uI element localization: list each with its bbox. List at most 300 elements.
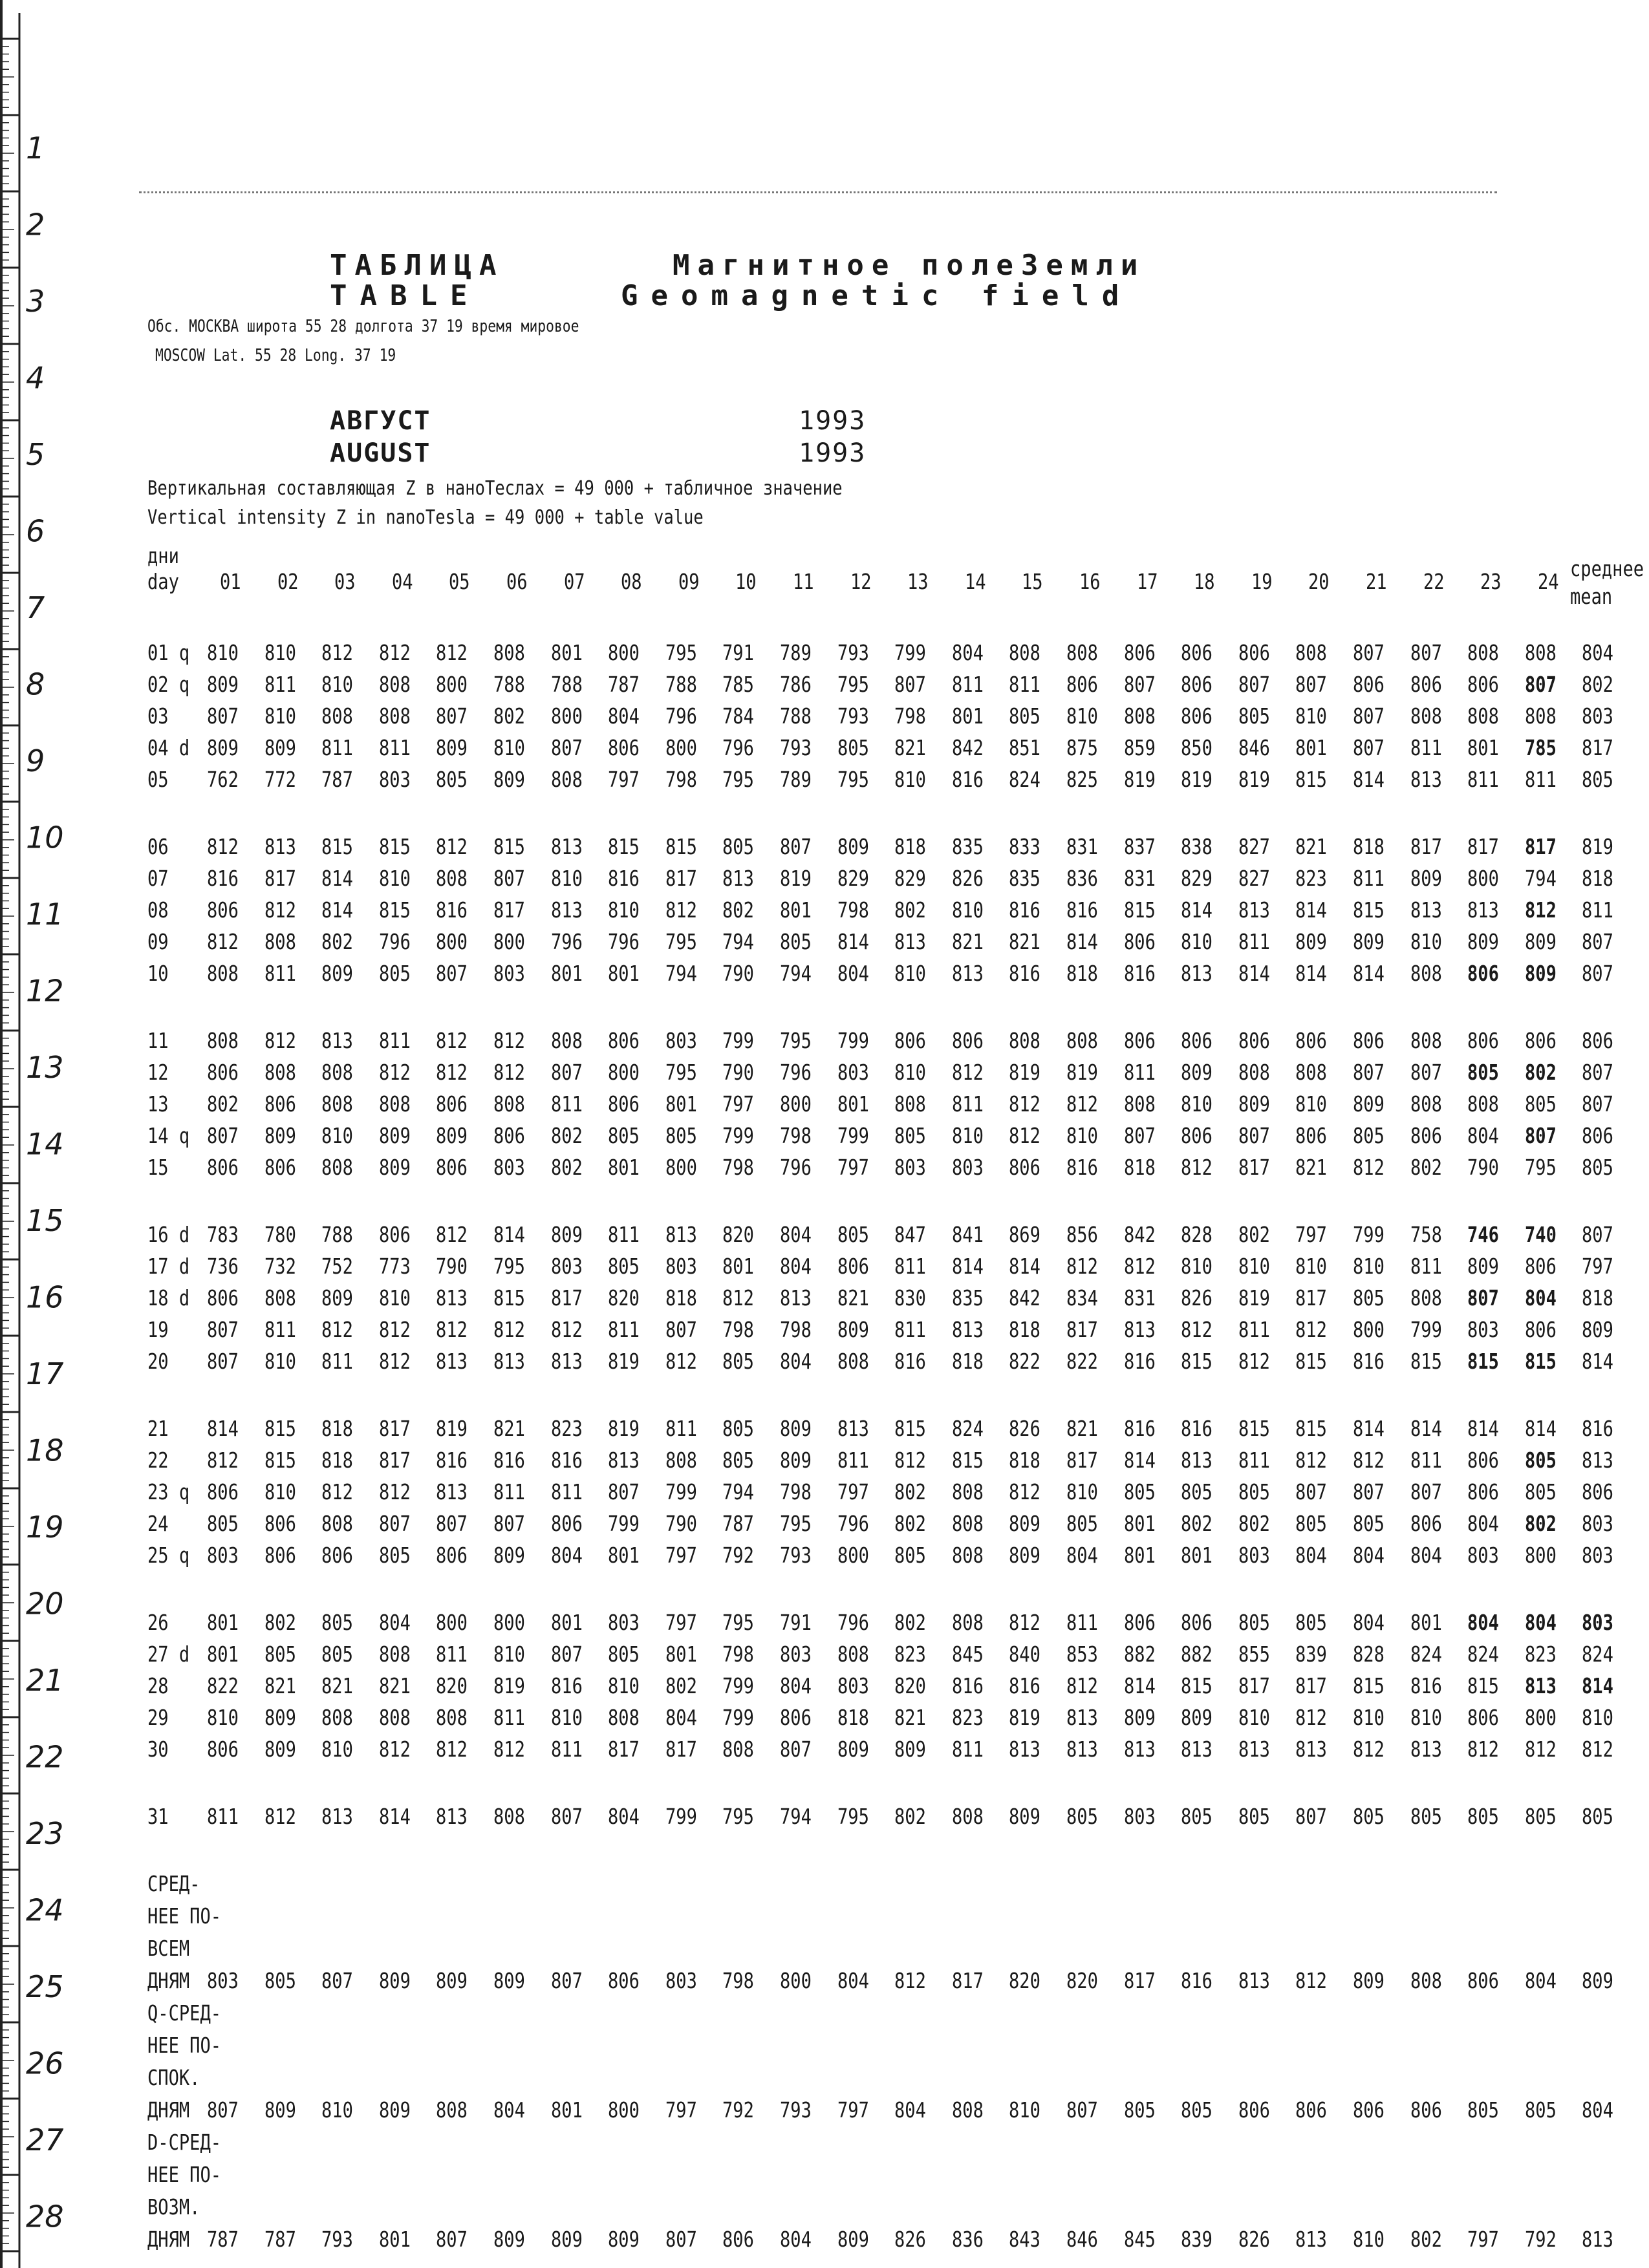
table-cell: 810 bbox=[1181, 929, 1213, 954]
table-cell: 794 bbox=[1524, 866, 1557, 891]
row-mean: 816 bbox=[1582, 1416, 1613, 1441]
title-en: TABLE bbox=[330, 279, 480, 312]
table-cell: 773 bbox=[378, 1254, 411, 1279]
ruler-number: 17 bbox=[26, 1356, 64, 1391]
table-cell: 851 bbox=[1009, 735, 1041, 760]
row-mean: 803 bbox=[1582, 1543, 1613, 1568]
table-cell: 810 bbox=[1066, 1123, 1098, 1148]
table-cell: 810 bbox=[951, 897, 984, 923]
table-cell: 810 bbox=[264, 1479, 296, 1504]
table-cell: 805 bbox=[1524, 1804, 1557, 1829]
table-cell: 823 bbox=[1524, 1642, 1557, 1667]
table-cell: 805 bbox=[1181, 1479, 1213, 1504]
table-cell: 787 bbox=[608, 672, 640, 697]
table-cell: 808 bbox=[837, 1349, 869, 1374]
table-cell: 813 bbox=[665, 1222, 697, 1247]
table-cell: 801 bbox=[550, 1610, 583, 1635]
table-cell: 813 bbox=[436, 1349, 468, 1374]
table-cell: 807 bbox=[1295, 672, 1328, 697]
summary-cell: 839 bbox=[1181, 2227, 1213, 2252]
table-cell: 806 bbox=[1353, 672, 1385, 697]
table-cell: 805 bbox=[837, 1222, 869, 1247]
table-cell: 816 bbox=[436, 1448, 468, 1473]
ruler-number: 15 bbox=[26, 1203, 64, 1238]
summary-cell: 809 bbox=[378, 2097, 411, 2123]
table-cell: 808 bbox=[1238, 1060, 1270, 1085]
table-cell: 795 bbox=[722, 767, 755, 792]
table-cell: 801 bbox=[1467, 735, 1500, 760]
table-cell: 740 bbox=[1524, 1222, 1557, 1247]
table-cell: 815 bbox=[1524, 1349, 1557, 1374]
table-cell: 805 bbox=[608, 1642, 640, 1667]
table-cell: 821 bbox=[894, 1705, 927, 1730]
row-mean: 802 bbox=[1582, 672, 1613, 697]
summary-cell: 836 bbox=[951, 2227, 984, 2252]
table-cell: 796 bbox=[780, 1155, 812, 1180]
table-cell: 812 bbox=[378, 1737, 411, 1762]
table-cell: 847 bbox=[894, 1222, 927, 1247]
table-cell: 812 bbox=[321, 1317, 354, 1342]
table-cell: 814 bbox=[1123, 1448, 1156, 1473]
table-cell: 835 bbox=[1009, 866, 1041, 891]
table-cell: 805 bbox=[1181, 1804, 1213, 1829]
table-cell: 800 bbox=[665, 1155, 697, 1180]
table-cell: 808 bbox=[264, 1285, 296, 1311]
table-cell: 805 bbox=[1353, 1123, 1385, 1148]
table-cell: 805 bbox=[894, 1543, 927, 1568]
table-cell: 808 bbox=[665, 1448, 697, 1473]
row-day-label: 23 q bbox=[147, 1479, 190, 1504]
table-cell: 816 bbox=[951, 767, 984, 792]
table-cell: 805 bbox=[378, 1543, 411, 1568]
table-cell: 813 bbox=[1524, 1673, 1557, 1698]
table-cell: 822 bbox=[1009, 1349, 1041, 1374]
ruler-number: 21 bbox=[26, 1663, 64, 1698]
hour-header: 06 bbox=[506, 569, 528, 594]
table-cell: 818 bbox=[1353, 834, 1385, 859]
summary-cell: 809 bbox=[264, 2097, 296, 2123]
summary-cell: 792 bbox=[722, 2097, 755, 2123]
summary-cell: 807 bbox=[436, 2227, 468, 2252]
table-cell: 810 bbox=[1181, 1254, 1213, 1279]
table-cell: 797 bbox=[837, 1479, 869, 1504]
table-cell: 812 bbox=[1009, 1479, 1041, 1504]
summary-label: ВСЕМ bbox=[147, 1936, 190, 1961]
table-cell: 792 bbox=[722, 1543, 755, 1568]
table-cell: 821 bbox=[837, 1285, 869, 1311]
table-cell: 812 bbox=[1524, 1737, 1557, 1762]
table-cell: 795 bbox=[722, 1804, 755, 1829]
table-cell: 806 bbox=[1123, 929, 1156, 954]
table-cell: 814 bbox=[1295, 961, 1328, 986]
table-cell: 807 bbox=[1353, 703, 1385, 729]
table-cell: 806 bbox=[207, 1737, 239, 1762]
table-cell: 823 bbox=[1295, 866, 1328, 891]
summary-cell: 817 bbox=[951, 1968, 984, 1993]
table-cell: 805 bbox=[207, 1511, 239, 1536]
table-cell: 815 bbox=[1123, 897, 1156, 923]
table-cell: 805 bbox=[378, 961, 411, 986]
table-cell: 820 bbox=[436, 1673, 468, 1698]
table-cell: 805 bbox=[894, 1123, 927, 1148]
table-cell: 807 bbox=[1238, 672, 1270, 697]
table-cell: 809 bbox=[436, 735, 468, 760]
table-cell: 804 bbox=[1467, 1123, 1500, 1148]
table-cell: 804 bbox=[1353, 1543, 1385, 1568]
row-day-label: 14 q bbox=[147, 1123, 190, 1148]
summary-cell: 801 bbox=[550, 2097, 583, 2123]
hour-header: 15 bbox=[1022, 569, 1043, 594]
table-cell: 796 bbox=[665, 703, 697, 729]
table-cell: 823 bbox=[550, 1416, 583, 1441]
table-cell: 800 bbox=[1524, 1543, 1557, 1568]
summary-cell: 793 bbox=[321, 2227, 354, 2252]
table-cell: 805 bbox=[1410, 1804, 1442, 1829]
table-cell: 810 bbox=[1410, 929, 1442, 954]
table-cell: 811 bbox=[378, 1028, 411, 1053]
table-cell: 809 bbox=[264, 1705, 296, 1730]
table-cell: 814 bbox=[1295, 897, 1328, 923]
table-cell: 802 bbox=[1524, 1511, 1557, 1536]
table-cell: 842 bbox=[1009, 1285, 1041, 1311]
summary-label: ДНЯМ bbox=[147, 2097, 190, 2123]
table-cell: 788 bbox=[665, 672, 697, 697]
table-cell: 796 bbox=[378, 929, 411, 954]
table-cell: 799 bbox=[837, 1123, 869, 1148]
table-cell: 809 bbox=[1295, 929, 1328, 954]
summary-cell: 797 bbox=[1467, 2227, 1500, 2252]
table-cell: 809 bbox=[1123, 1705, 1156, 1730]
row-day-label: 07 bbox=[147, 866, 169, 891]
table-cell: 803 bbox=[378, 767, 411, 792]
table-cell: 812 bbox=[321, 640, 354, 665]
ruler-number: 16 bbox=[26, 1279, 64, 1315]
ruler-number: 25 bbox=[26, 1969, 64, 2004]
table-cell: 811 bbox=[951, 1737, 984, 1762]
table-cell: 820 bbox=[894, 1673, 927, 1698]
table-cell: 837 bbox=[1123, 834, 1156, 859]
table-cell: 788 bbox=[493, 672, 525, 697]
table-cell: 808 bbox=[1410, 1285, 1442, 1311]
table-cell: 814 bbox=[1353, 767, 1385, 792]
table-cell: 855 bbox=[1238, 1642, 1270, 1667]
summary-cell: 804 bbox=[1524, 1968, 1557, 1993]
table-cell: 817 bbox=[1066, 1448, 1098, 1473]
table-cell: 813 bbox=[550, 1349, 583, 1374]
table-cell: 793 bbox=[780, 735, 812, 760]
table-cell: 802 bbox=[207, 1091, 239, 1117]
table-cell: 814 bbox=[1353, 1416, 1385, 1441]
table-cell: 807 bbox=[207, 1349, 239, 1374]
mean-label-en: mean bbox=[1570, 584, 1613, 609]
table-cell: 806 bbox=[436, 1543, 468, 1568]
summary-cell: 806 bbox=[1238, 2097, 1270, 2123]
table-cell: 806 bbox=[608, 1091, 640, 1117]
table-cell: 800 bbox=[1524, 1705, 1557, 1730]
table-cell: 802 bbox=[550, 1155, 583, 1180]
table-cell: 811 bbox=[1353, 866, 1385, 891]
table-cell: 807 bbox=[436, 961, 468, 986]
table-cell: 809 bbox=[321, 1285, 354, 1311]
table-cell: 804 bbox=[1295, 1543, 1328, 1568]
table-cell: 814 bbox=[1181, 897, 1213, 923]
table-cell: 813 bbox=[493, 1349, 525, 1374]
summary-cell: 809 bbox=[837, 2227, 869, 2252]
table-cell: 809 bbox=[1181, 1705, 1213, 1730]
table-cell: 799 bbox=[722, 1028, 755, 1053]
table-cell: 829 bbox=[837, 866, 869, 891]
table-cell: 812 bbox=[1238, 1349, 1270, 1374]
row-day-label: 21 bbox=[147, 1416, 169, 1441]
table-cell: 803 bbox=[207, 1543, 239, 1568]
table-cell: 807 bbox=[207, 1317, 239, 1342]
summary-label: СРЕД- bbox=[147, 1871, 200, 1896]
table-cell: 806 bbox=[207, 1060, 239, 1085]
summary-cell: 807 bbox=[321, 1968, 354, 1993]
table-cell: 814 bbox=[1467, 1416, 1500, 1441]
table-cell: 808 bbox=[378, 703, 411, 729]
table-cell: 811 bbox=[207, 1804, 239, 1829]
table-cell: 813 bbox=[1123, 1317, 1156, 1342]
ruler-number: 23 bbox=[26, 1816, 64, 1851]
row-mean: 804 bbox=[1582, 640, 1613, 665]
summary-cell: 804 bbox=[894, 2097, 927, 2123]
table-cell: 812 bbox=[321, 1479, 354, 1504]
table-cell: 812 bbox=[436, 1317, 468, 1342]
table-cell: 800 bbox=[436, 929, 468, 954]
table-cell: 809 bbox=[894, 1737, 927, 1762]
table-cell: 801 bbox=[665, 1642, 697, 1667]
table-cell: 821 bbox=[894, 735, 927, 760]
table-cell: 808 bbox=[378, 672, 411, 697]
summary-cell: 807 bbox=[550, 1968, 583, 1993]
summary-cell: 812 bbox=[894, 1968, 927, 1993]
table-cell: 814 bbox=[493, 1222, 525, 1247]
table-cell: 813 bbox=[321, 1028, 354, 1053]
table-cell: 806 bbox=[1181, 1028, 1213, 1053]
summary-cell: 826 bbox=[894, 2227, 927, 2252]
table-cell: 788 bbox=[550, 672, 583, 697]
table-cell: 806 bbox=[1295, 1028, 1328, 1053]
table-cell: 813 bbox=[264, 834, 296, 859]
table-cell: 814 bbox=[1009, 1254, 1041, 1279]
table-cell: 812 bbox=[665, 1349, 697, 1374]
hour-header: 17 bbox=[1136, 569, 1158, 594]
hour-header: 09 bbox=[678, 569, 700, 594]
table-cell: 803 bbox=[550, 1254, 583, 1279]
table-cell: 810 bbox=[321, 672, 354, 697]
table-cell: 835 bbox=[951, 834, 984, 859]
table-cell: 842 bbox=[951, 735, 984, 760]
ruler-number: 22 bbox=[26, 1739, 64, 1775]
table-cell: 814 bbox=[378, 1804, 411, 1829]
summary-cell: 797 bbox=[837, 2097, 869, 2123]
table-cell: 840 bbox=[1009, 1642, 1041, 1667]
table-cell: 813 bbox=[951, 1317, 984, 1342]
table-cell: 794 bbox=[665, 961, 697, 986]
table-cell: 799 bbox=[837, 1028, 869, 1053]
row-mean: 803 bbox=[1582, 703, 1613, 729]
table-cell: 807 bbox=[1353, 1479, 1385, 1504]
table-cell: 829 bbox=[894, 866, 927, 891]
ruler-number: 19 bbox=[26, 1510, 64, 1545]
table-cell: 808 bbox=[1123, 1091, 1156, 1117]
table-cell: 819 bbox=[1238, 1285, 1270, 1311]
table-cell: 812 bbox=[436, 834, 468, 859]
table-cell: 806 bbox=[1467, 1448, 1500, 1473]
table-cell: 819 bbox=[1009, 1060, 1041, 1085]
table-cell: 823 bbox=[951, 1705, 984, 1730]
table-cell: 789 bbox=[780, 767, 812, 792]
table-cell: 814 bbox=[1238, 961, 1270, 986]
table-cell: 806 bbox=[1467, 961, 1500, 986]
table-cell: 806 bbox=[436, 1091, 468, 1117]
table-cell: 806 bbox=[550, 1511, 583, 1536]
table-cell: 800 bbox=[493, 929, 525, 954]
table-cell: 799 bbox=[665, 1804, 697, 1829]
table-cell: 804 bbox=[1524, 1610, 1557, 1635]
table-cell: 821 bbox=[378, 1673, 411, 1698]
hour-header: 18 bbox=[1194, 569, 1215, 594]
hour-header: 01 bbox=[220, 569, 241, 594]
summary-cell: 813 bbox=[1238, 1968, 1270, 1993]
table-cell: 804 bbox=[608, 703, 640, 729]
ruler-number: 27 bbox=[26, 2123, 64, 2157]
summary-cell: 809 bbox=[550, 2227, 583, 2252]
table-cell: 806 bbox=[378, 1222, 411, 1247]
table-cell: 813 bbox=[1123, 1737, 1156, 1762]
table-cell: 812 bbox=[493, 1028, 525, 1053]
table-cell: 813 bbox=[1410, 767, 1442, 792]
table-cell: 811 bbox=[1238, 929, 1270, 954]
row-day-label: 12 bbox=[147, 1060, 169, 1085]
table-cell: 802 bbox=[894, 1610, 927, 1635]
table-cell: 815 bbox=[1181, 1673, 1213, 1698]
table-cell: 806 bbox=[1181, 672, 1213, 697]
table-cell: 806 bbox=[1123, 1610, 1156, 1635]
hour-header: 19 bbox=[1251, 569, 1273, 594]
table-cell: 806 bbox=[1123, 1028, 1156, 1053]
table-cell: 807 bbox=[1353, 640, 1385, 665]
table-cell: 801 bbox=[1295, 735, 1328, 760]
table-cell: 816 bbox=[1123, 1349, 1156, 1374]
table-cell: 804 bbox=[1524, 1285, 1557, 1311]
summary-cell: 812 bbox=[1295, 1968, 1328, 1993]
table-cell: 824 bbox=[1410, 1642, 1442, 1667]
table-cell: 804 bbox=[1066, 1543, 1098, 1568]
table-cell: 801 bbox=[1181, 1543, 1213, 1568]
table-cell: 790 bbox=[722, 961, 755, 986]
table-cell: 818 bbox=[837, 1705, 869, 1730]
table-cell: 816 bbox=[1123, 961, 1156, 986]
table-cell: 799 bbox=[665, 1479, 697, 1504]
row-mean: 806 bbox=[1582, 1479, 1613, 1504]
row-day-label: 03 bbox=[147, 703, 169, 729]
table-cell: 807 bbox=[1123, 1123, 1156, 1148]
table-cell: 808 bbox=[1467, 640, 1500, 665]
table-cell: 846 bbox=[1238, 735, 1270, 760]
table-cell: 798 bbox=[780, 1123, 812, 1148]
table-cell: 819 bbox=[608, 1416, 640, 1441]
row-mean: 805 bbox=[1582, 1804, 1613, 1829]
table-cell: 794 bbox=[780, 961, 812, 986]
table-cell: 808 bbox=[951, 1479, 984, 1504]
table-cell: 786 bbox=[780, 672, 812, 697]
table-cell: 818 bbox=[665, 1285, 697, 1311]
table-cell: 799 bbox=[608, 1511, 640, 1536]
table-cell: 805 bbox=[321, 1610, 354, 1635]
table-cell: 812 bbox=[1295, 1705, 1328, 1730]
table-cell: 809 bbox=[264, 735, 296, 760]
table-cell: 805 bbox=[780, 929, 812, 954]
table-cell: 836 bbox=[1066, 866, 1098, 891]
table-cell: 806 bbox=[1181, 1123, 1213, 1148]
table-cell: 811 bbox=[550, 1091, 583, 1117]
table-cell: 811 bbox=[1524, 767, 1557, 792]
summary-cell: 807 bbox=[207, 2097, 239, 2123]
table-cell: 812 bbox=[493, 1317, 525, 1342]
table-cell: 826 bbox=[1009, 1416, 1041, 1441]
hour-header: 04 bbox=[391, 569, 413, 594]
table-cell: 813 bbox=[436, 1479, 468, 1504]
summary-cell: 806 bbox=[1295, 2097, 1328, 2123]
year-ru: 1993 bbox=[799, 406, 867, 436]
table-cell: 812 bbox=[493, 1060, 525, 1085]
table-cell: 811 bbox=[1238, 1317, 1270, 1342]
table-cell: 815 bbox=[1181, 1349, 1213, 1374]
table-cell: 805 bbox=[722, 1448, 755, 1473]
table-cell: 805 bbox=[1295, 1511, 1328, 1536]
table-cell: 808 bbox=[1009, 640, 1041, 665]
table-cell: 819 bbox=[1009, 1705, 1041, 1730]
mean-label-ru: среднее bbox=[1570, 556, 1644, 581]
table-cell: 797 bbox=[665, 1543, 697, 1568]
summary-cell: 808 bbox=[1410, 1968, 1442, 1993]
table-cell: 802 bbox=[1238, 1511, 1270, 1536]
table-cell: 805 bbox=[1009, 703, 1041, 729]
summary-cell: 805 bbox=[1181, 2097, 1213, 2123]
table-cell: 809 bbox=[1353, 929, 1385, 954]
table-cell: 830 bbox=[894, 1285, 927, 1311]
table-cell: 810 bbox=[493, 1642, 525, 1667]
row-day-label: 05 bbox=[147, 767, 169, 792]
table-cell: 808 bbox=[837, 1642, 869, 1667]
table-cell: 811 bbox=[264, 961, 296, 986]
table-cell: 817 bbox=[378, 1448, 411, 1473]
table-cell: 796 bbox=[722, 735, 755, 760]
table-cell: 812 bbox=[493, 1737, 525, 1762]
summary-cell: 820 bbox=[1009, 1968, 1041, 1993]
table-cell: 811 bbox=[550, 1737, 583, 1762]
table-cell: 808 bbox=[378, 1705, 411, 1730]
row-day-label: 19 bbox=[147, 1317, 169, 1342]
hour-header: 02 bbox=[277, 569, 299, 594]
table-cell: 806 bbox=[1009, 1155, 1041, 1180]
table-cell: 807 bbox=[493, 866, 525, 891]
table-cell: 829 bbox=[1181, 866, 1213, 891]
table-cell: 817 bbox=[1295, 1673, 1328, 1698]
table-cell: 833 bbox=[1009, 834, 1041, 859]
table-cell: 813 bbox=[550, 897, 583, 923]
row-day-label: 15 bbox=[147, 1155, 169, 1180]
table-cell: 810 bbox=[378, 1285, 411, 1311]
table-cell: 797 bbox=[665, 1610, 697, 1635]
table-cell: 813 bbox=[1295, 1737, 1328, 1762]
table-cell: 805 bbox=[436, 767, 468, 792]
table-cell: 805 bbox=[722, 834, 755, 859]
table-cell: 799 bbox=[894, 640, 927, 665]
table-cell: 819 bbox=[1123, 767, 1156, 792]
